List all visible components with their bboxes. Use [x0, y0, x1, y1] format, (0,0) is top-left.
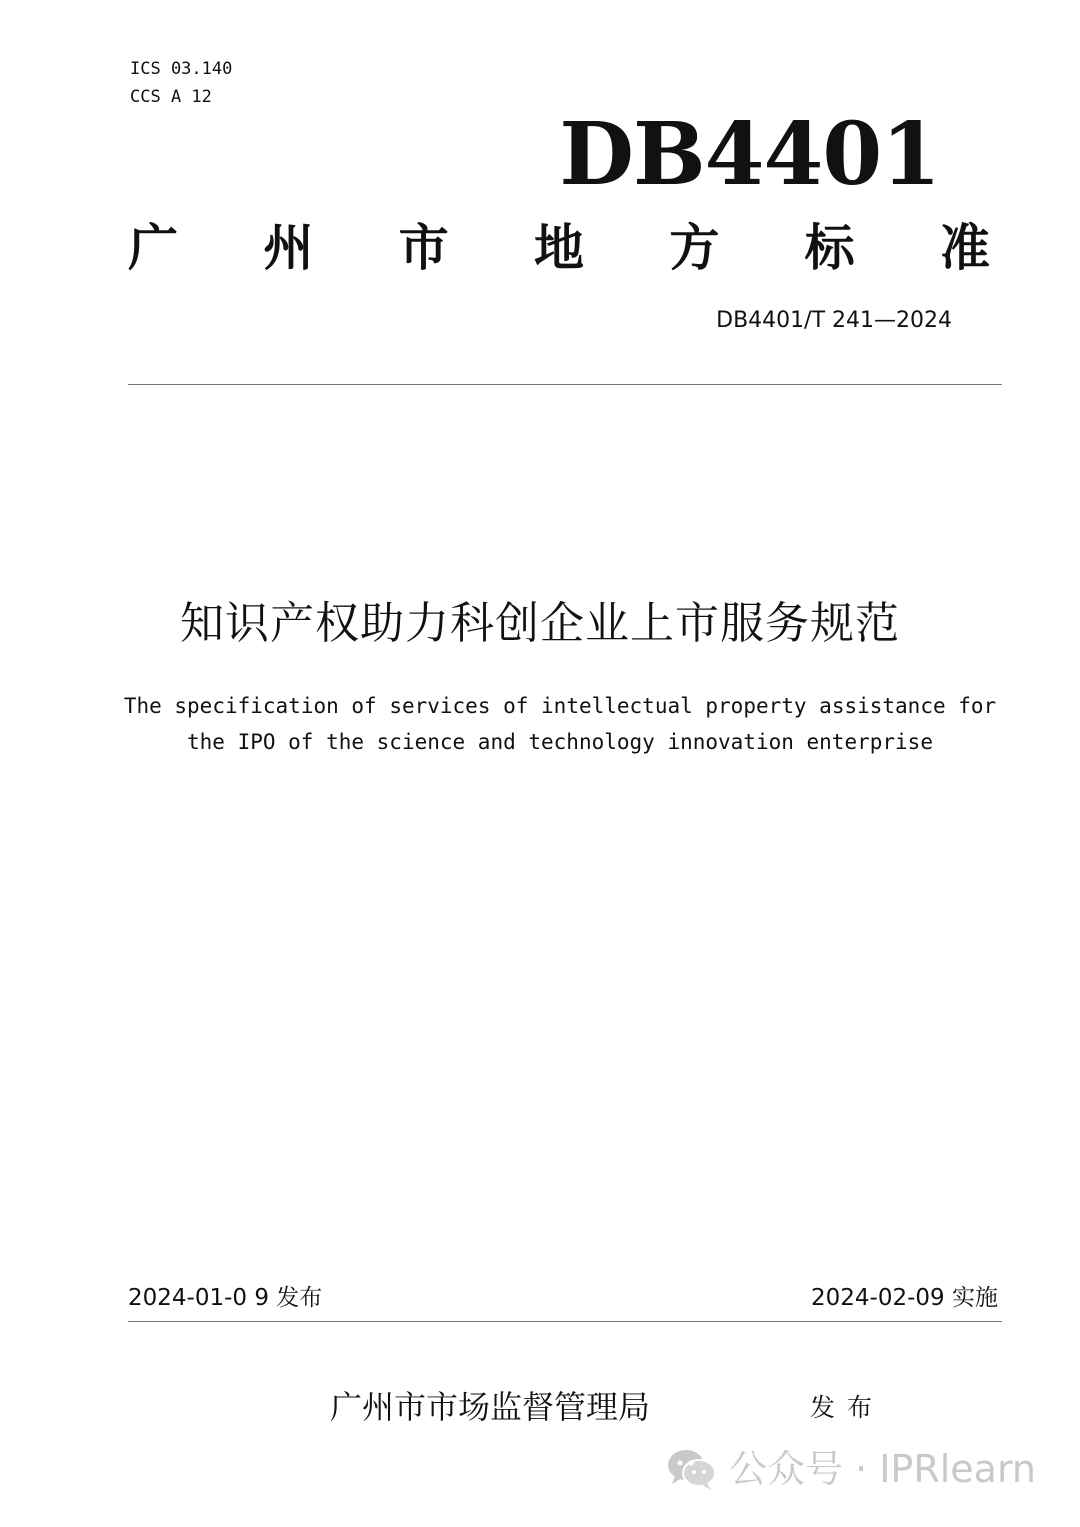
watermark-text: 公众号 · IPRlearn — [728, 1447, 1036, 1491]
publish-date: 2024-01-0 9 发布 — [128, 1285, 323, 1311]
standard-category — [128, 216, 990, 280]
ccs-code: CCS A 12 — [130, 87, 212, 107]
english-title-line: the IPO of the science and technology innovation enterprise — [187, 730, 933, 754]
category-char: 州 — [263, 219, 314, 277]
watermark — [665, 1445, 1036, 1493]
document-title-english — [80, 688, 1040, 760]
category-char: 方 — [669, 219, 720, 277]
english-title-line: The specification of services of intellectual property assistance for — [123, 694, 997, 718]
header-divider — [128, 384, 1002, 385]
footer-divider — [128, 1321, 1002, 1322]
implement-date: 2024-02-09 实施 — [811, 1285, 998, 1311]
category-char: 广 — [128, 219, 178, 277]
ics-code: ICS 03.140 — [130, 59, 233, 79]
standard-logo: DB4401 — [559, 104, 940, 205]
standard-number: DB4401/T 241—2024 — [716, 308, 952, 333]
classification-codes — [130, 55, 232, 111]
issuer-name: 广州市市场监督管理局 — [330, 1388, 651, 1426]
wechat-icon — [665, 1445, 719, 1493]
category-char: 准 — [939, 219, 990, 277]
category-char: 市 — [398, 219, 449, 277]
issue-label: 发布 — [810, 1393, 885, 1422]
category-char: 地 — [533, 219, 584, 277]
category-char: 标 — [804, 219, 855, 277]
document-title-chinese: 知识产权助力科创企业上市服务规范 — [180, 598, 900, 649]
